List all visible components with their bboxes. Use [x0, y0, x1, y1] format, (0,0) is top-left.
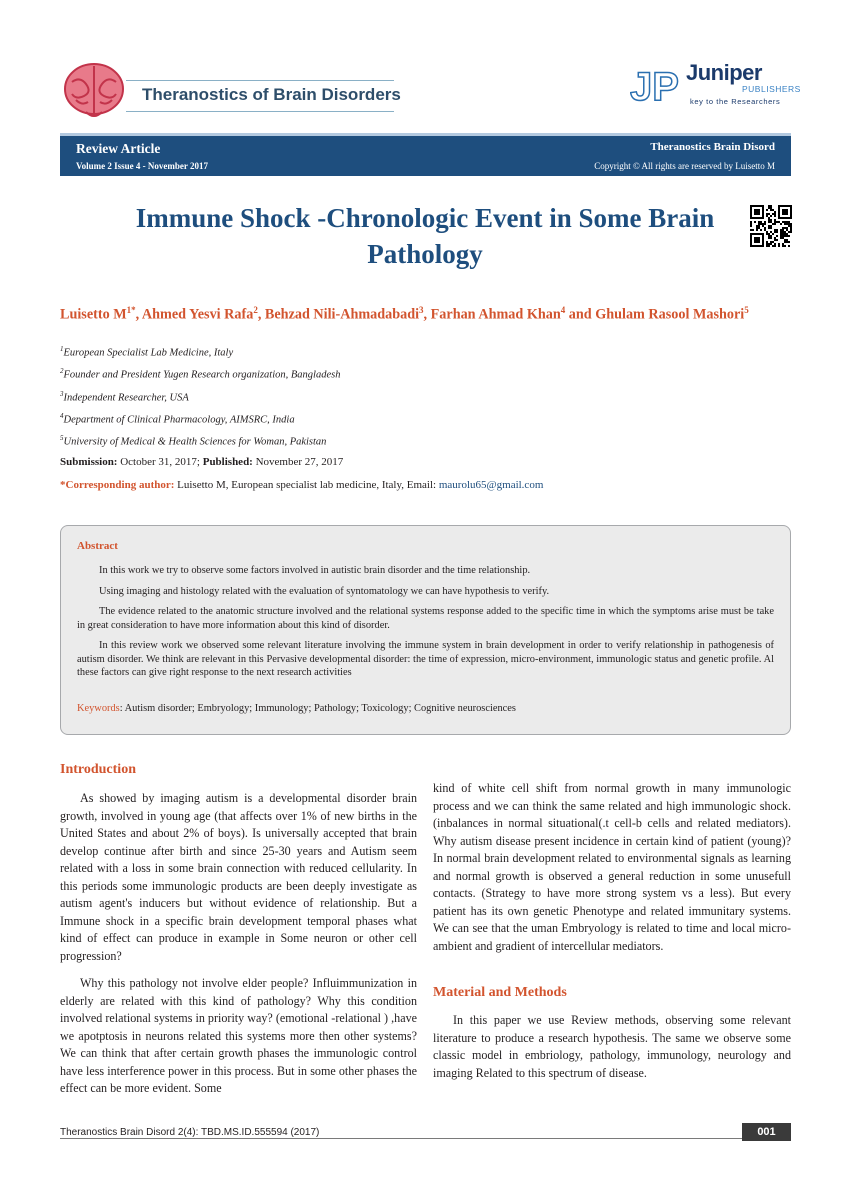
introduction-body: [60, 790, 417, 1098]
submission-dates: [60, 456, 343, 468]
footer-divider: [60, 1138, 791, 1139]
article-info-bar: [60, 133, 791, 176]
methods-body: [433, 1012, 791, 1082]
author-affiliation-marker: 1*: [126, 305, 136, 315]
abstract-paragraph: The evidence related to the anatomic structure involved and the relational systems response added to the specific time in which the symptoms arise must be take in great consideration to have more information about this kind of disorder.: [77, 606, 774, 631]
corresponding-text: Luisetto M, European specialist lab medicine, Italy, Email:: [174, 479, 439, 491]
published-date: November 27, 2017: [252, 456, 344, 468]
author-affiliation-marker: 4: [560, 305, 566, 315]
keywords-list: : Autism disorder; Embryology; Immunology; Pathology; Toxicology; Cognitive neurosciences: [119, 703, 516, 714]
corresponding-label: *Corresponding author:: [60, 479, 175, 491]
affiliation-item: $^2$Founder and President Yugen Research organization, Bangladesh: [60, 367, 341, 381]
abstract-box: [60, 525, 791, 735]
abstract-paragraph: Using imaging and histology related with the evaluation of syntomatology we can have hypothesis to verify.: [99, 585, 550, 597]
author-name: Ahmed Yesvi Rafa: [141, 306, 254, 323]
affiliation-item: $^4$Department of Clinical Pharmacology, AIMSRC, India: [60, 411, 295, 426]
introduction-paragraph: Why this pathology not involve elder people? Influimmunization in elderly are related with this kind of pathology? Why this condition involved relational systems in priority way? (emotional -relational ) ,have we apotptosis in neurons related this systems more then other systems? We can think that after certain growth phases the immunologic control have less interference power in this process. But in some other phases the effect can be more evident. Some: [60, 976, 417, 1095]
svg-text:JP: JP: [630, 65, 679, 106]
publisher-name: Juniper: [686, 60, 762, 85]
article-title: Immune Shock -Chronologic Event in Some Brain Pathology: [135, 203, 715, 269]
journal-short-name: Theranostics Brain Disord: [650, 141, 775, 153]
journal-name: Theranostics of Brain Disorders: [142, 85, 401, 104]
affiliation-item: $^5$University of Medical & Health Sciences for Woman, Pakistan: [60, 434, 327, 448]
methods-heading: Material and Methods: [433, 985, 567, 1000]
methods-paragraph: In this paper we use Review methods, observing some relevant literature to produce a research hypothesis. The same we observe some classic model in embriology, pathology, immunology, neurology and imaging Related to this spectrum of disease.: [433, 1013, 791, 1080]
keywords-label: Keywords: [77, 703, 120, 714]
publisher-logo: [630, 60, 800, 112]
published-label: Published:: [202, 456, 253, 468]
abstract-paragraph: In this work we try to observe some factors involved in autistic brain disorder and the time relationship.: [99, 565, 531, 576]
author-affiliation-marker: 3: [419, 305, 424, 315]
affiliation-item: $^3$Independent Researcher, USA: [60, 389, 189, 404]
abstract-paragraph: In this review work we observed some relevant literature involving the immune system in brain development in order to verify relationship in pathogenesis of autism disorder. We think are relevant in this Pervasive developmental disorder: the time of expression, micro-environment, immunologic status and genetic profile. Al these factors can give right response to the next research activities: [77, 640, 774, 678]
author-name: Farhan Ahmad Khan: [430, 306, 561, 323]
author-name: Ghulam Rasool Mashori: [595, 306, 745, 323]
author-name: Behzad Nili-Ahmadabadi: [264, 306, 420, 323]
brain-icon: [62, 58, 126, 122]
author-list: Luisetto $M^{1*}$, Ahmed Yesvi Rafa$^2$, Behzad Nili-Ahmadabadi$^3$, Farhan Ahmad Khan$^4$ and Ghulam Rasool Mashori$^5$: [60, 305, 749, 323]
introduction-continuation: [433, 780, 791, 955]
affiliation-item: $^1$European Specialist Lab Medicine, Italy: [60, 345, 234, 359]
affiliation-list: [60, 345, 790, 456]
author-affiliation-marker: 2: [253, 305, 258, 315]
introduction-heading: Introduction: [60, 762, 136, 777]
journal-banner: [126, 80, 401, 112]
qr-code-icon: [750, 205, 792, 247]
corresponding-author: [60, 479, 543, 491]
introduction-paragraph: As showed by imaging autism is a developmental disorder brain growth, involved in young age (that affects over 1% of new births in the United States and about 2% of boys). Is universally accepted that brain develop continue after birth and since 25-30 years and Autism seem related with a loss in some brain connection with reduced cellularity. In this periods some immunologic products are been deeply investigate as autism agent's inducers but without evidence of relationship. But a Immune shock in a specific brain development temporal phases what kind of effect can produce in example in Some neuron or other cell progression?: [60, 791, 417, 963]
abstract-heading: Abstract: [77, 540, 118, 552]
keywords: [77, 703, 516, 714]
copyright: Copyright © All rights are reserved by Luisetto M: [594, 161, 775, 171]
submission-date: October 31, 2017;: [117, 456, 203, 468]
continuation-paragraph: kind of white cell shift from normal growth in many immunologic process and we can think the same related and high immunologic shock. (inbalances in normal situational(.t cell-b cells and related mediators). Why autism disease present incidence in certain kind of patient (young)? In normal brain development related to environmental signals as learning and normal growth is observed a general reduction in some unusefull contacts. (Strategy to have more strong system vs a less). But every patient has its own genetic Phenotype and related immunitary systems. We can see that the uman Embryology is related to time and local micro-ambient and gradient of intercellular mediators.: [433, 781, 791, 953]
publisher-tagline: key to the Researchers: [690, 97, 781, 106]
email-link[interactable]: maurolu65@gmail.com: [438, 479, 544, 491]
publisher-sub: PUBLISHERS: [742, 84, 801, 94]
page-number: 001: [742, 1123, 791, 1141]
article-type: Review Article: [76, 141, 161, 156]
footer-citation: Theranostics Brain Disord 2(4): TBD.MS.ID.555594 (2017): [60, 1127, 320, 1138]
jp-monogram-icon: [630, 62, 686, 106]
author-affiliation-marker: 5: [744, 305, 749, 315]
author-name: Luisetto M: [60, 306, 127, 323]
volume-issue: Volume 2 Issue 4 - November 2017: [76, 161, 208, 171]
submission-label: Submission:: [60, 456, 118, 468]
abstract-body: [77, 564, 774, 687]
